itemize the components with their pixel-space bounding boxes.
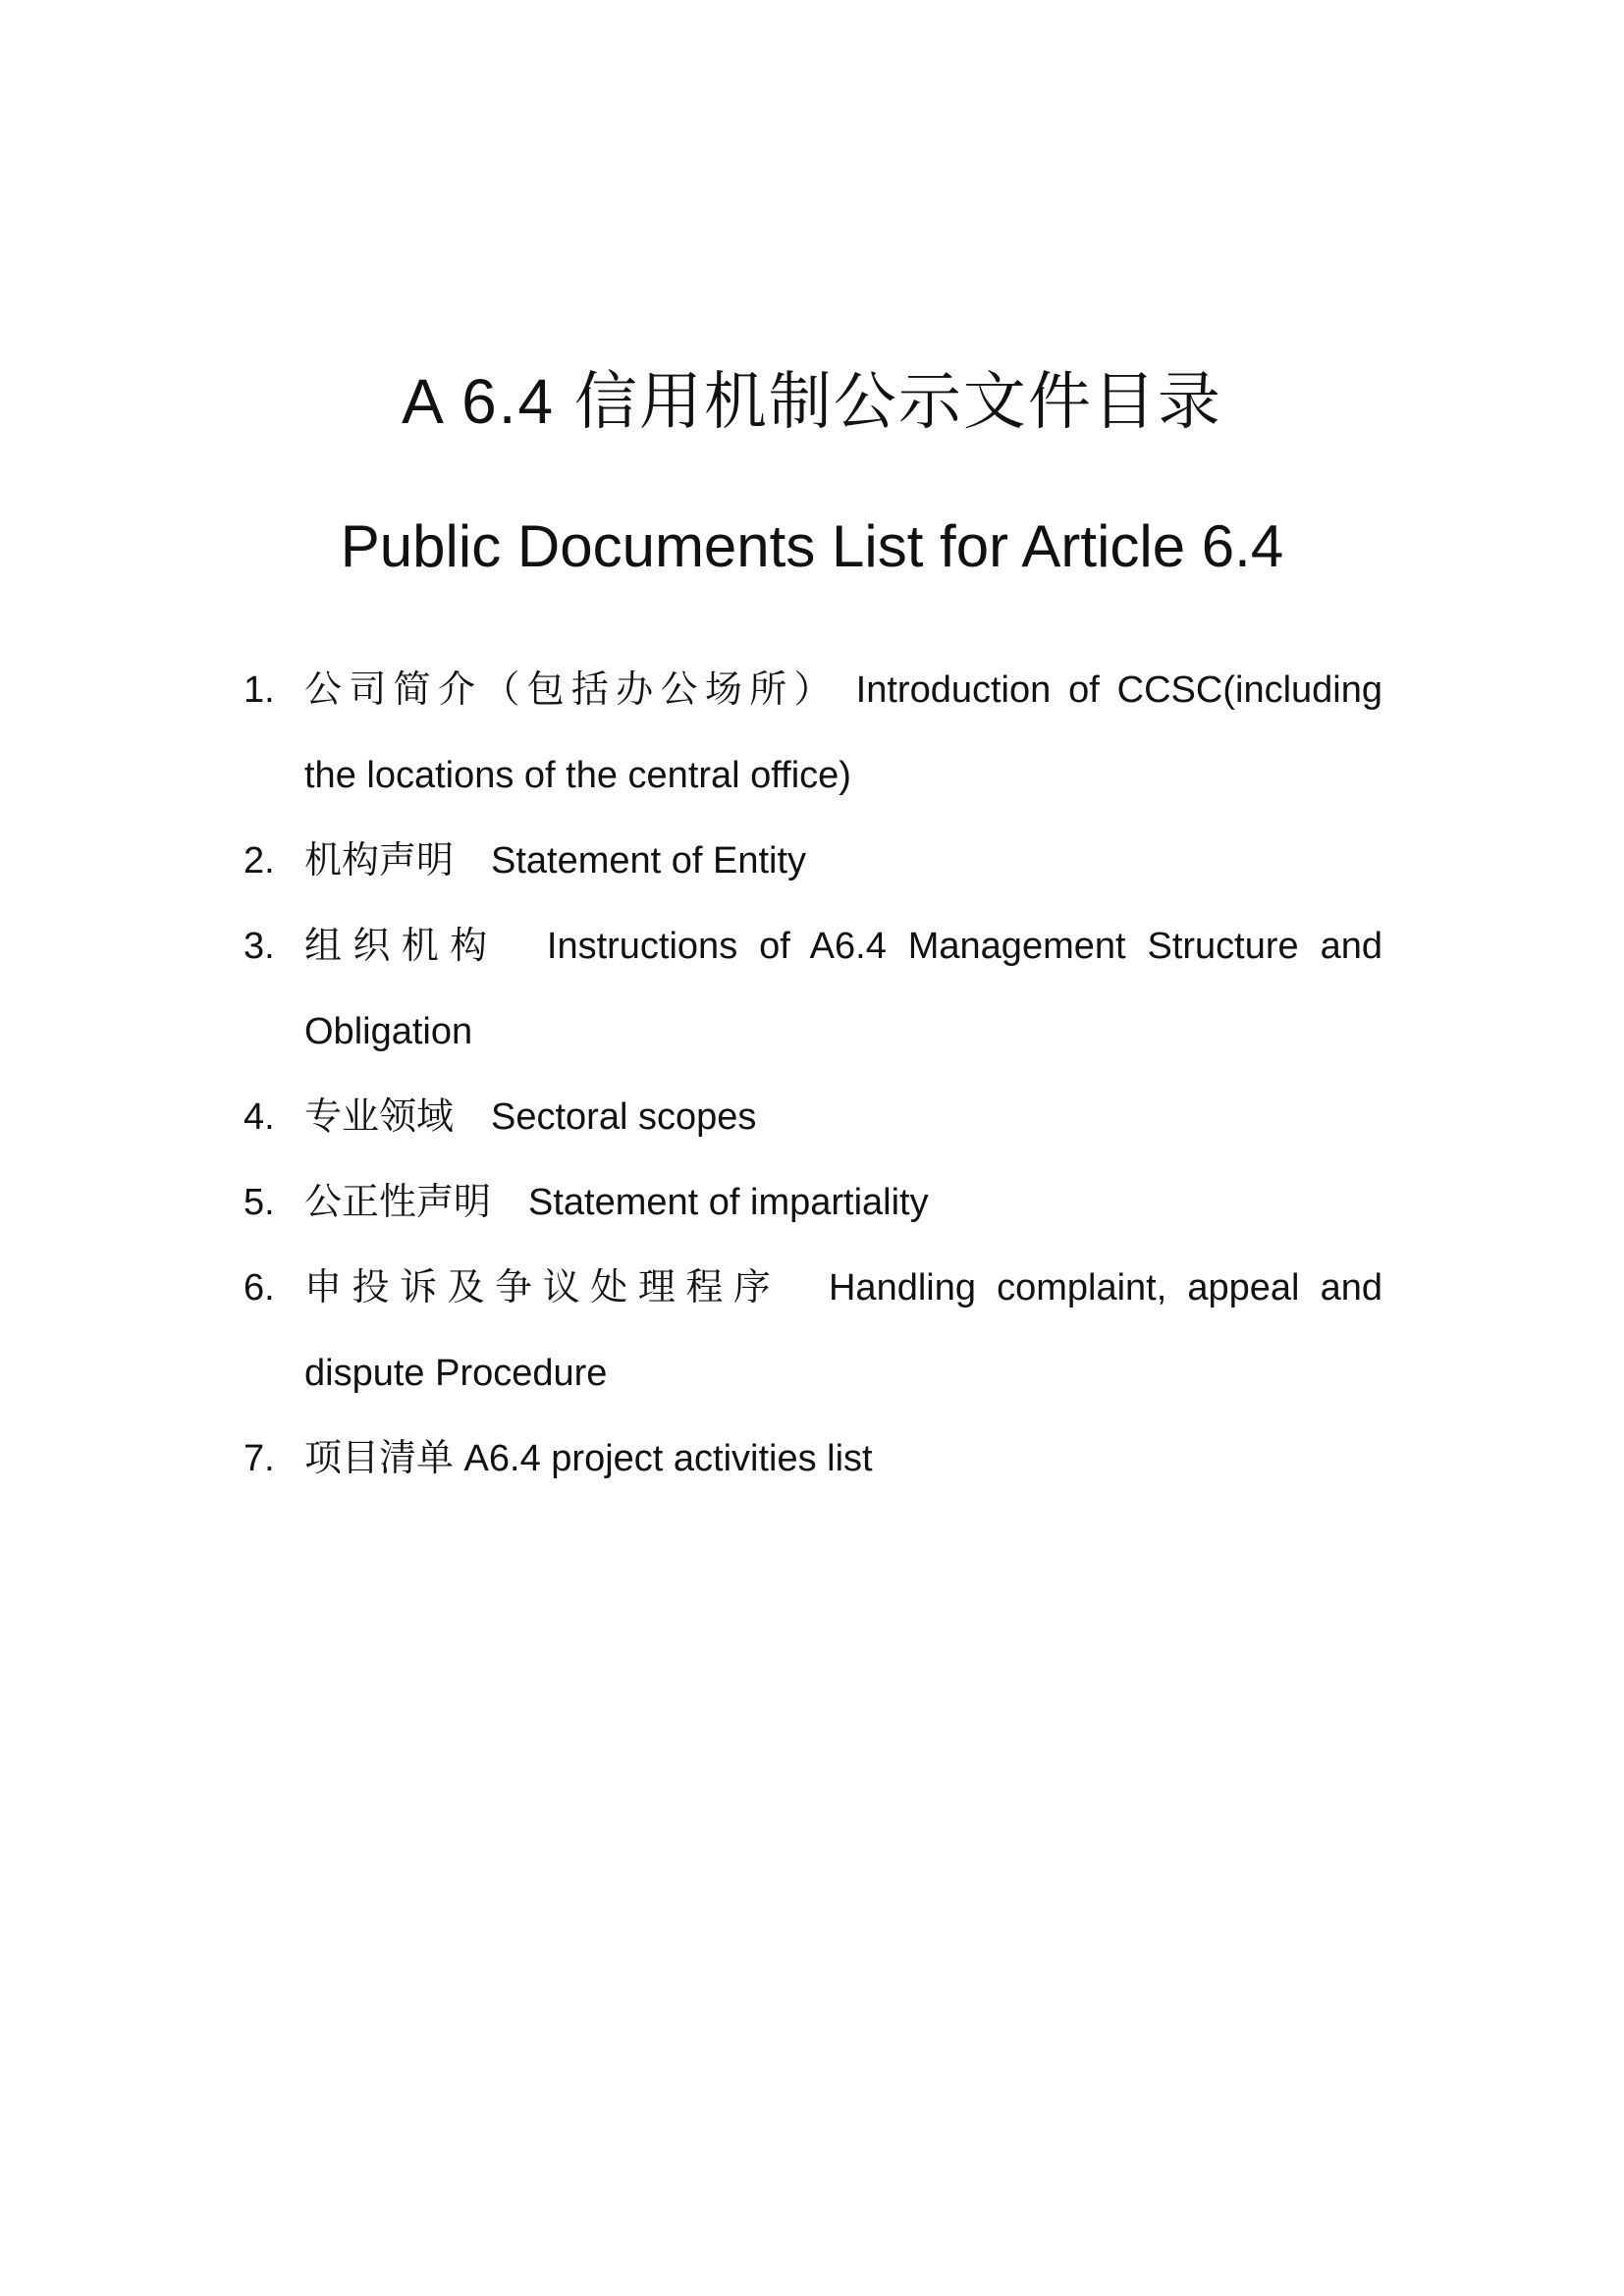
text-line: dispute Procedure xyxy=(304,1353,608,1394)
text-line: 组织机构 Instructions of A6.4 Management Structure and xyxy=(304,926,1382,967)
list-item-number: 4. xyxy=(244,1096,275,1138)
list-item-5 xyxy=(244,1160,1382,1246)
text-line: 机构声明 Statement of Entity xyxy=(304,840,807,881)
list-item-4 xyxy=(244,1075,1382,1160)
text-line: 项目清单 A6.4 project activities list xyxy=(304,1438,873,1479)
list-item-text xyxy=(304,904,1382,1075)
list-item-text xyxy=(304,819,1382,904)
list-item-6 xyxy=(244,1246,1382,1416)
list-item-text xyxy=(304,1246,1382,1416)
numbered-list xyxy=(0,648,1624,1502)
list-item-number: 6. xyxy=(244,1267,275,1308)
list-item-7 xyxy=(244,1416,1382,1502)
list-item-1 xyxy=(244,648,1382,819)
text-line: the locations of the central office) xyxy=(304,755,851,796)
list-item-3 xyxy=(244,904,1382,1075)
list-item-text xyxy=(304,1075,1382,1160)
list-item-number: 5. xyxy=(244,1182,275,1223)
list-item-2 xyxy=(244,819,1382,904)
document-title-zh: A 6.4 信用机制公示文件目录 xyxy=(402,366,1222,437)
document-title-en: Public Documents List for Article 6.4 xyxy=(340,513,1284,579)
text-line: 公司简介（包括办公场所） Introduction of CCSC(including xyxy=(304,669,1382,711)
list-item-text xyxy=(304,1160,1382,1246)
text-line: 公正性声明 Statement of impartiality xyxy=(304,1182,929,1223)
text-line: 专业领域 Sectoral scopes xyxy=(304,1096,757,1138)
list-item-text xyxy=(304,1416,1382,1502)
list-item-number: 1. xyxy=(244,669,275,711)
list-item-text xyxy=(304,648,1382,819)
text-line: 申投诉及争议处理程序 Handling complaint, appeal and xyxy=(304,1267,1382,1308)
list-item-number: 7. xyxy=(244,1438,275,1479)
text-line: Obligation xyxy=(304,1011,473,1052)
list-item-number: 2. xyxy=(244,840,275,881)
list-item-number: 3. xyxy=(244,926,275,967)
